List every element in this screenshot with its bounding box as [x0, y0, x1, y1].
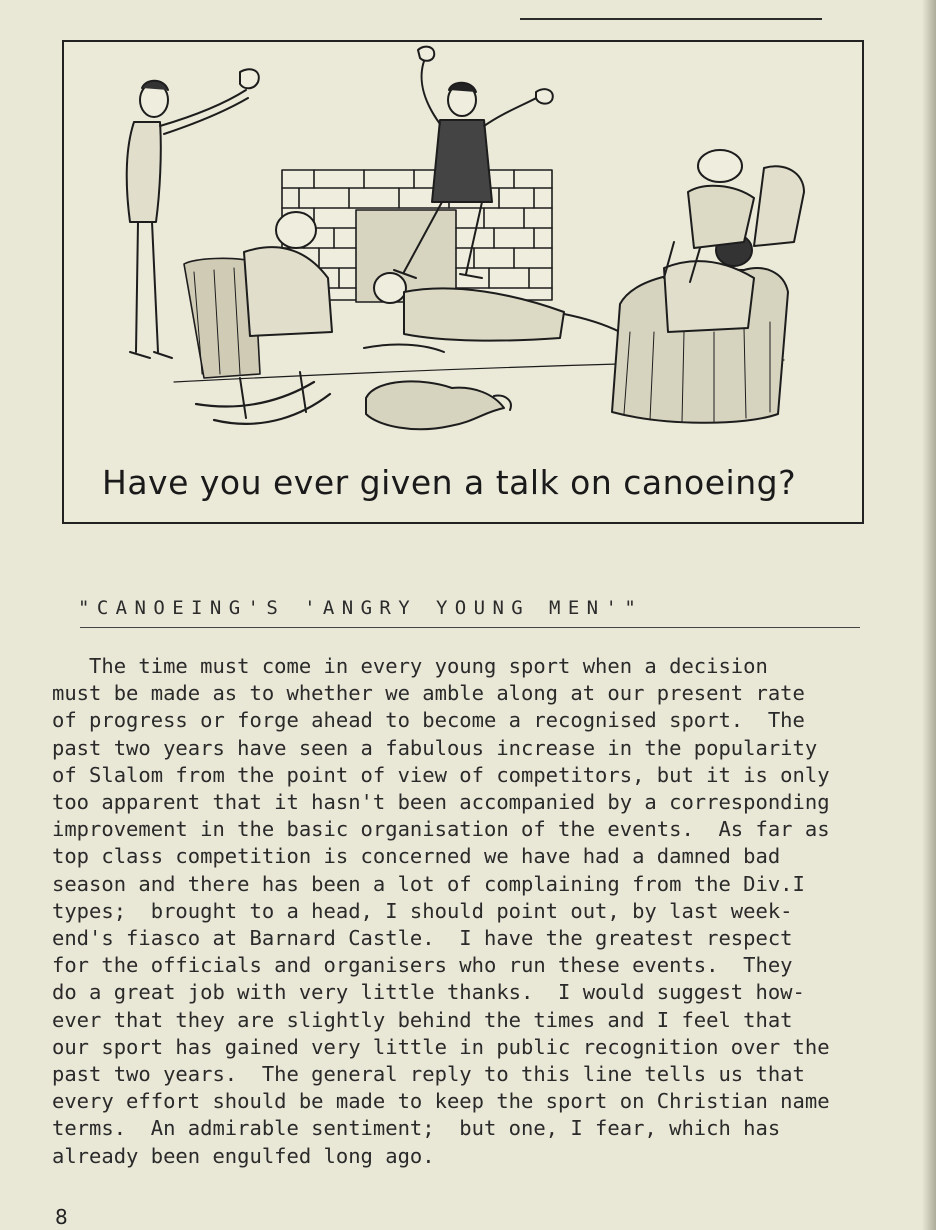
cartoon-caption: Have you ever given a talk on canoeing? — [102, 463, 797, 502]
headline-underline — [80, 627, 860, 628]
cartoon-illustration — [62, 40, 864, 524]
armchair-figure — [612, 234, 788, 423]
article-body — [52, 653, 912, 1170]
body-line: must be made as to whether we amble along at our present rate — [52, 681, 805, 706]
body-line: of progress or forge ahead to become a recognised sport. The — [52, 708, 805, 733]
body-line: our sport has gained very little in public recognition over the — [52, 1034, 830, 1059]
body-line: improvement in the basic organisation of the events. As far as — [52, 817, 830, 842]
body-line: types; brought to a head, I should point out, by last week- — [52, 898, 793, 923]
body-line: end's fiasco at Barnard Castle. I have the greatest respect — [52, 926, 793, 951]
body-line: already been engulfed long ago. — [52, 1143, 435, 1168]
dog-figure — [366, 381, 511, 429]
body-line: of Slalom from the point of view of competitors, but it is only — [52, 762, 830, 787]
body-line: for the officials and organisers who run these events. They — [52, 953, 793, 978]
body-line: top class competition is concerned we have had a damned bad — [52, 844, 781, 869]
rocking-chair-figure — [184, 212, 332, 424]
body-line: season and there has been a lot of complaining from the Div.I — [52, 871, 805, 896]
cartoon-drawing — [64, 42, 862, 522]
body-line: do a great job with very little thanks. I would suggest how- — [52, 980, 805, 1005]
body-line: ever that they are slightly behind the times and I feel that — [52, 1007, 793, 1032]
body-line: every effort should be made to keep the sport on Christian name — [52, 1089, 830, 1114]
page-edge-shadow — [922, 0, 936, 1230]
page-number: 8 — [55, 1205, 68, 1229]
body-line: too apparent that it hasn't been accompanied by a corresponding — [52, 790, 830, 815]
body-line: past two years have seen a fabulous increase in the popularity — [52, 735, 818, 760]
body-line: terms. An admirable sentiment; but one, I fear, which has — [52, 1116, 781, 1141]
body-line: past two years. The general reply to this line tells us that — [52, 1062, 805, 1087]
article-headline: "CANOEING'S 'ANGRY YOUNG MEN'" — [78, 597, 644, 619]
body-line: The time must come in every young sport when a decision — [52, 654, 768, 678]
top-rule — [520, 18, 822, 20]
